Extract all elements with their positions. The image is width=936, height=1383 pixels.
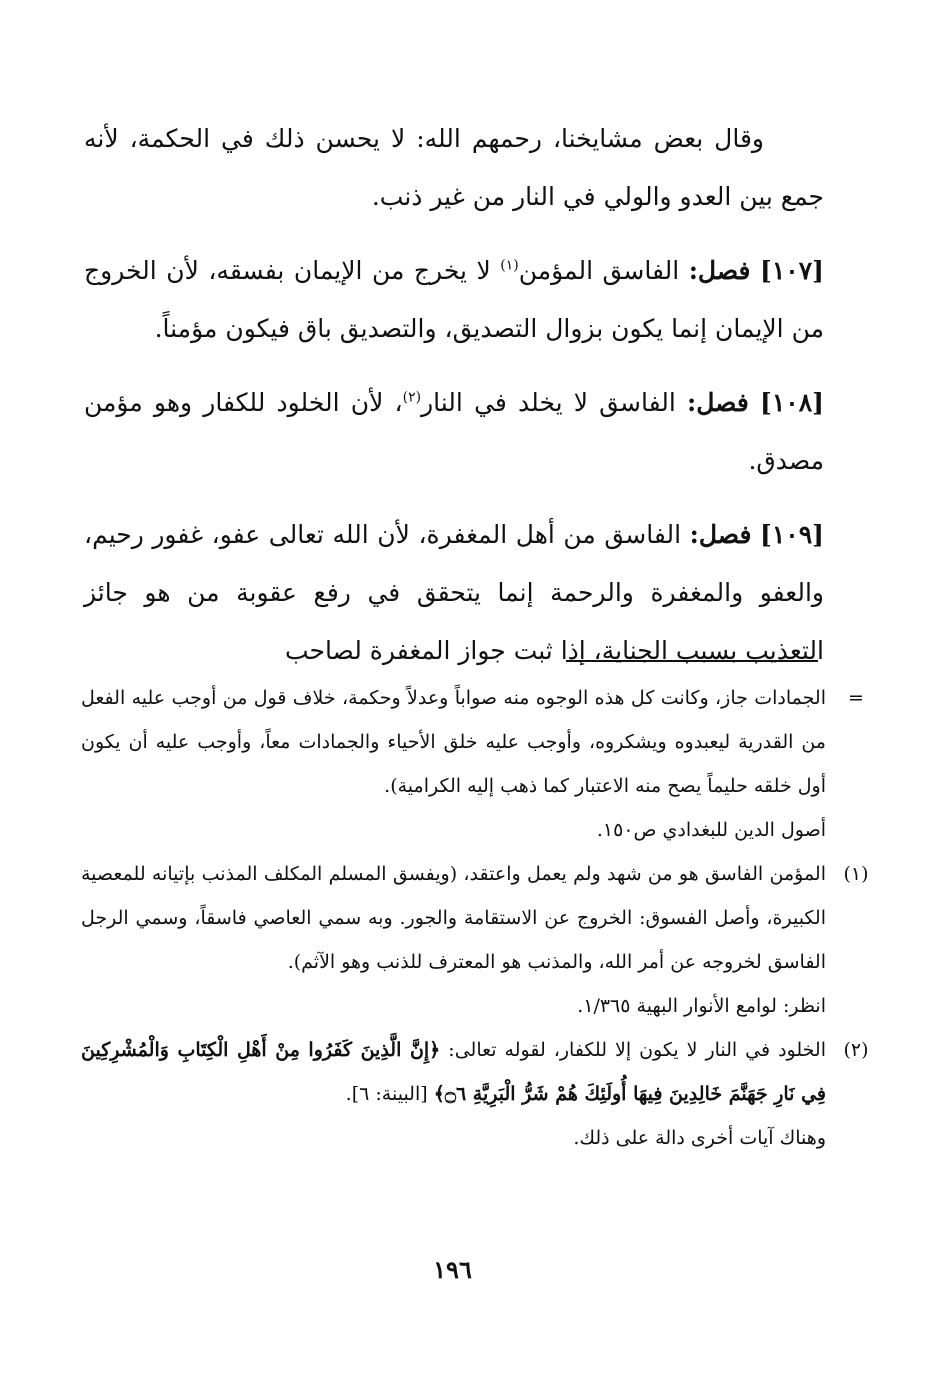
main-text xyxy=(84,110,824,696)
footnote-extra: وهناك آيات أخرى دالة على ذلك. xyxy=(573,1127,826,1149)
footnote-ref[interactable]: (١) xyxy=(500,257,519,274)
section-text: ، لأن الخلود للكفار وهو مؤمن مصدق. xyxy=(84,388,824,475)
footnote-source: أصول الدين للبغدادي ص١٥٠. xyxy=(596,819,826,841)
section-number: [١٠٩] xyxy=(760,520,825,549)
section-text: لا يخرج من الإيمان بفسقه، لأن الخروج من الإيمان إنما يكون بزوال التصديق، والتصديق باق فيكون مؤمناً. xyxy=(84,256,824,343)
footnote-continued xyxy=(81,676,864,852)
section-text: الفاسق لا يخلد في النار xyxy=(421,388,676,417)
footnote-1 xyxy=(81,852,869,1028)
footnotes xyxy=(81,676,869,1160)
footnote-marker: (٢) xyxy=(843,1039,869,1061)
section-107 xyxy=(84,242,824,358)
verse-reference: [البينة: ٦]. xyxy=(345,1083,428,1105)
footnote-separator xyxy=(566,660,818,662)
paragraph-intro: وقال بعض مشايخنا، رحمهم الله: لا يحسن ذلك في الحكمة، لأنه جمع بين العدو والولي في النار من غير ذنب. xyxy=(84,124,824,211)
section-text: الفاسق من أهل المغفرة، لأن الله تعالى عفو، غفور رحيم، والعفو والمغفرة والرحمة إنما يتحقق في رفع عقوبة من هو جائز التعذيب بسبب الجناية، إذا ثبت جواز المغفرة لصاحب xyxy=(84,520,824,665)
footnote-text: المؤمن الفاسق هو من شهد ولم يعمل واعتقد، (ويفسق المسلم المكلف المذنب بإتيانه للمعصية الكبيرة، وأصل الفسوق: الخروج عن الاستقامة والجور. وبه سمي العاصي فاسقاً، وسمي الرجل الفاسق لخروجه عن أمر الله، والمذنب هو المعترف للذنب وهو الآثم). xyxy=(81,863,826,973)
page-number: ١٩٦ xyxy=(433,1255,472,1284)
section-number: [١٠٧] xyxy=(760,256,824,285)
section-text: الفاسق المؤمن xyxy=(518,256,680,285)
section-heading: فصل: xyxy=(689,520,752,549)
quran-verse: ﴿إِنَّ الَّذِينَ كَفَرُوا مِنْ أَهْلِ الْكِتَابِ وَالْمُشْرِكِينَ فِي نَارِ جَهَنَّمَ خَالِدِينَ فِيهَا أُولَئِكَ هُمْ شَرُّ الْبَرِيَّةِ ۝٦﴾ xyxy=(81,1039,826,1105)
section-108 xyxy=(84,374,824,490)
footnote-text-part: الخلود في النار لا يكون إلا للكفار، لقوله تعالى: xyxy=(448,1039,826,1061)
footnote-text xyxy=(81,1028,826,1116)
footnote-source: انظر: لوامع الأنوار البهية ١/٣٦٥. xyxy=(577,995,826,1017)
section-heading: فصل: xyxy=(688,256,751,285)
section-number: [١٠٨] xyxy=(760,388,824,417)
section-109 xyxy=(84,506,824,680)
footnote-2 xyxy=(81,1028,869,1160)
footnote-ref[interactable]: (٢) xyxy=(402,389,422,406)
footnote-text: الجمادات جاز، وكانت كل هذه الوجوه منه صواباً وعدلاً وحكمة، خلاف قول من أوجب عليه الفعل من القدرية ليعبدوه ويشكروه، وأوجب عليه خلق الأحياء والجمادات معاً، وأوجب عليه أن يكون أول خلقه حليماً يصح منه الاعتبار كما ذهب إليه الكرامية). xyxy=(81,687,826,797)
section-heading: فصل: xyxy=(687,388,749,417)
footnote-marker: (١) xyxy=(843,863,869,885)
footnote-marker: = xyxy=(848,687,864,709)
